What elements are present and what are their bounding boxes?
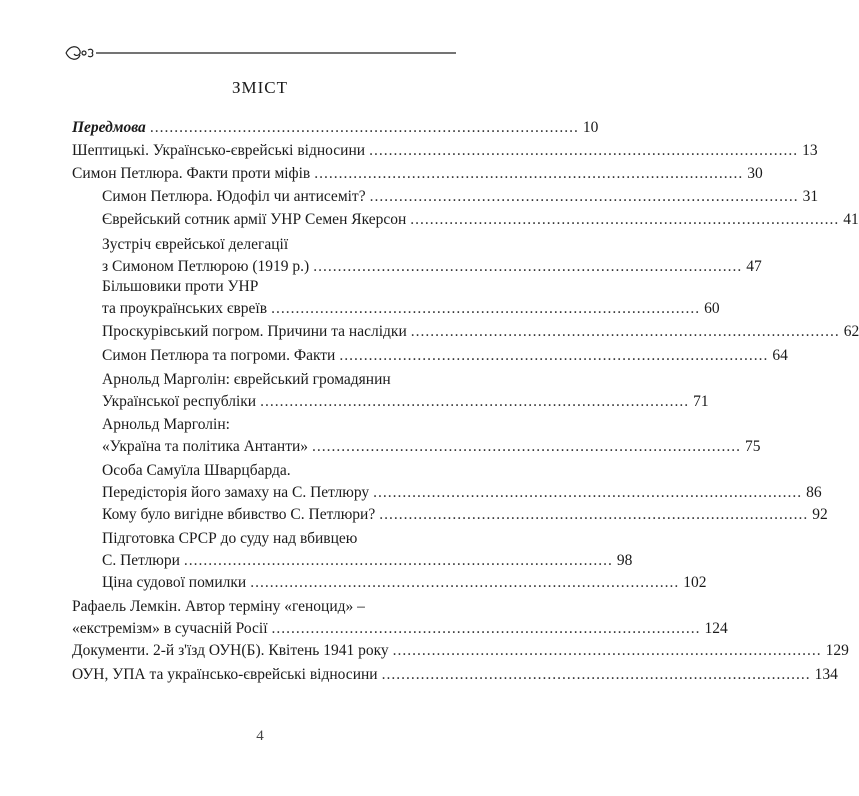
dot-leader: ........................................................................................	[373, 484, 803, 501]
dot-leader: ........................................................................................	[149, 119, 579, 136]
dot-leader: ........................................................................................	[339, 347, 769, 364]
toc-page-number: 129	[825, 642, 849, 659]
toc-entry-title: Рафаель Лемкін. Автор терміну «геноцид» –	[72, 598, 365, 615]
toc-entry-pogroms[interactable]	[102, 345, 788, 367]
toc-entry-title: Єврейський сотник армії УНР Семен Якерсон	[102, 211, 407, 228]
toc-entry-title: Кому було вигідне вбивство С. Петлюри?	[102, 506, 376, 523]
toc-page-number: 47	[746, 258, 762, 275]
toc-entry-title-cont: С. Петлюри	[102, 552, 180, 569]
toc-page-number: 64	[772, 347, 788, 364]
toc-entry-title: Арнольд Марголін:	[102, 416, 230, 433]
dot-leader: ........................................................................................	[312, 438, 742, 455]
toc-entry-bolsheviks[interactable]	[102, 276, 720, 320]
toc-page-number: 60	[704, 300, 720, 317]
toc-entry-title-cont: Передісторія його замаху на С. Петлюру	[102, 484, 370, 501]
dot-leader: ........................................................................................	[260, 393, 690, 410]
toc-entry-judophile[interactable]	[102, 186, 819, 208]
dot-leader: ........................................................................................	[271, 300, 701, 317]
toc-entry-margolin-citizen[interactable]	[102, 369, 709, 413]
dot-leader: ........................................................................................	[410, 211, 840, 228]
toc-heading: ЗМІСТ	[231, 78, 289, 97]
dot-leader: ........................................................................................	[369, 142, 799, 159]
toc-page-number: 10	[582, 119, 599, 136]
toc-entry-title: Зустріч єврейської делегації	[102, 236, 289, 253]
dot-leader: ........................................................................................	[379, 506, 809, 523]
dot-leader: ........................................................................................	[410, 323, 840, 340]
toc-page-number: 71	[693, 393, 709, 410]
toc-entry-title-cont: «Україна та політика Антанти»	[102, 438, 309, 455]
toc-entry-title-cont: «екстремізм» в сучасній Росії	[72, 620, 268, 637]
dot-leader: ........................................................................................	[369, 188, 799, 205]
dot-leader: ........................................................................................	[250, 574, 680, 591]
toc-entry-title-cont: та проукраїнських євреїв	[102, 300, 268, 317]
toc-entry-title: Проскурівський погром. Причини та наслідки	[102, 323, 407, 340]
toc-entry-preface[interactable]	[72, 117, 599, 139]
toc-entry-title: Підготовка СРСР до суду над вбивцею	[102, 530, 358, 547]
dot-leader: ........................................................................................	[183, 552, 613, 569]
toc-entry-title-cont: з Симоном Петлюрою (1919 р.)	[102, 258, 310, 275]
toc-page-number: 98	[616, 552, 633, 569]
toc-entry-petliura-facts[interactable]	[72, 163, 763, 185]
toc-page-number: 124	[704, 620, 728, 637]
page-number: 4	[256, 728, 264, 744]
toc-entry-title: Передмова	[72, 119, 146, 136]
toc-page-number: 134	[814, 666, 838, 683]
toc-entry-oun-upa[interactable]	[72, 664, 838, 686]
dot-leader: ........................................................................................	[313, 258, 743, 275]
toc-page-number: 62	[843, 323, 859, 340]
toc-entry-delegation[interactable]	[102, 234, 762, 278]
toc-entry-margolin-entente[interactable]	[102, 414, 761, 458]
toc-entry-lemkin[interactable]	[72, 596, 728, 640]
toc-page-number: 13	[802, 142, 818, 159]
toc-entry-title: Арнольд Марголін: єврейський громадянин	[102, 371, 391, 388]
toc-page-number: 31	[802, 188, 819, 205]
toc-entry-schwartzbard[interactable]	[102, 460, 822, 504]
dot-leader: ........................................................................................	[271, 620, 701, 637]
toc-entry-sheptytski[interactable]	[72, 140, 818, 162]
toc-entry-title: Симон Петлюра. Факти проти міфів	[72, 165, 311, 182]
toc-entry-title-cont: Української республіки	[102, 393, 257, 410]
toc-entry-proskuriv[interactable]	[102, 321, 859, 343]
toc-entry-title: Особа Самуїла Шварцбарда.	[102, 462, 291, 479]
toc-entry-title: Більшовики проти УНР	[102, 278, 259, 295]
toc-page-number: 75	[745, 438, 761, 455]
toc-entry-documents[interactable]	[72, 640, 849, 662]
toc-page-number: 30	[747, 165, 763, 182]
toc-entry-title: Документи. 2-й з'їзд ОУН(Б). Квітень 1941 року	[72, 642, 389, 659]
toc-entry-judicial-error[interactable]	[102, 572, 707, 594]
toc-entry-title: ОУН, УПА та українсько-єврейські відносини	[72, 666, 378, 683]
toc-page-number: 86	[806, 484, 822, 501]
toc-entry-title: Симон Петлюра та погроми. Факти	[102, 347, 336, 364]
toc-entry-title: Шептицькі. Українсько-єврейські відносини	[72, 142, 366, 159]
dot-leader: ........................................................................................	[314, 165, 744, 182]
toc-entry-yakerson[interactable]	[102, 209, 859, 231]
toc-entry-ussr-trial[interactable]	[102, 528, 633, 572]
toc-page-number: 41	[843, 211, 859, 228]
toc-entry-murder-benefit[interactable]	[102, 504, 828, 526]
toc-page-number: 102	[683, 574, 707, 591]
toc-entry-title: Симон Петлюра. Юдофіл чи антисеміт?	[102, 188, 366, 205]
toc-entry-title: Ціна судової помилки	[102, 574, 247, 591]
dot-leader: ........................................................................................	[392, 642, 822, 659]
dot-leader: ........................................................................................	[381, 666, 811, 683]
toc-page-number: 92	[812, 506, 828, 523]
